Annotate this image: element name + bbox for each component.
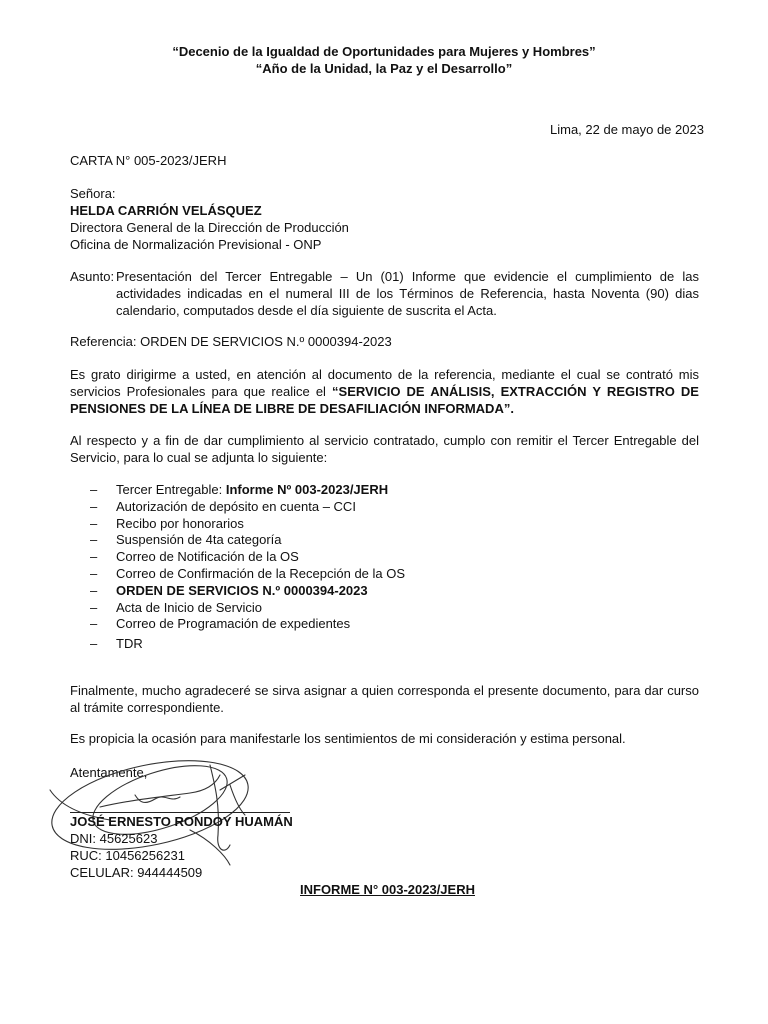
signer-dni: DNI: 45625623 [70,831,158,846]
list-item-text: TDR [116,636,143,652]
list-item [90,516,405,533]
paragraph-intro [70,366,699,417]
list-item [90,636,405,653]
paragraph-attachments-intro: Al respecto y a fin de dar cumplimiento al servicio contratado, cumplo con remitir el Tercer Entregable del Servicio, para lo cual se adjunta lo siguiente: [70,433,699,465]
list-item [90,566,405,583]
list-item [90,600,405,617]
list-item [90,583,405,600]
list-item [90,532,405,549]
paragraph-intro-text: Es grato dirigirme a usted, en atención al documento de la referencia, mediante el cual se contrató mis servicios Profesionales para que realice el [70,367,699,399]
list-item-text: ORDEN DE SERVICIOS N.º 0000394-2023 [116,582,368,598]
reference-line: Referencia: ORDEN DE SERVICIOS N.º 0000394-2023 [70,334,392,349]
list-item [90,499,405,516]
subject-label: Asunto: [70,269,115,284]
paragraph-regards: Es propicia la ocasión para manifestarle los sentimientos de mi consideración y estima personal. [70,731,626,746]
letter-number: CARTA N° 005-2023/JERH [70,153,227,168]
list-dash: – [90,515,98,531]
letter-date: Lima, 22 de mayo de 2023 [550,122,704,137]
header-decade-line: “Decenio de la Igualdad de Oportunidades para Mujeres y Hombres” [172,44,596,59]
recipient-position: Directora General de la Dirección de Producción [70,220,349,235]
list-dash: – [90,616,98,632]
list-item-text: Autorización de depósito en cuenta – CCI [116,498,356,514]
list-dash: – [90,636,98,652]
list-item-text: Tercer Entregable: [116,482,226,497]
recipient-office: Oficina de Normalización Previsional - ONP [70,237,322,252]
signer-name: JOSÉ ERNESTO RONDOY HUAMÁN [70,814,293,829]
list-dash: – [90,498,98,514]
list-item-text: Correo de Programación de expedientes [116,616,351,632]
attachments-list [90,482,405,653]
service-name: “SERVICIO DE ANÁLISIS, EXTRACCIÓN Y REGISTRO DE PENSIONES DE LA LÍNEA DE LIBRE DE DESAFILIACIÓN INFORMADA”. [70,384,699,416]
closing-salutation: Atentamente, [70,765,148,780]
list-dash: – [90,549,98,565]
subject-text: Presentación del Tercer Entregable – Un (01) Informe que evidencie el cumplimiento de las actividades indicadas en el numeral III de los Términos de Referencia, hasta Noventa (90) dias calendario, computados desde el día siguiente de suscrita el Acta. [116,269,699,318]
header-year-line: “Año de la Unidad, la Paz y el Desarrollo” [255,61,513,76]
list-item-text: Correo de Notificación de la OS [116,549,299,565]
list-dash: – [90,482,98,497]
list-dash: – [90,565,98,581]
list-item [90,616,405,633]
list-item-text: Recibo por honorarios [116,515,244,531]
report-title: INFORME N° 003-2023/JERH [300,882,475,897]
list-dash: – [90,582,98,598]
list-dash: – [90,599,98,615]
list-item [90,482,405,499]
signer-ruc: RUC: 10456256231 [70,848,185,863]
paragraph-closing-request: Finalmente, mucho agradeceré se sirva asignar a quien corresponda el presente documento, para dar curso al trámite correspondiente. [70,683,699,715]
list-item-text: Suspensión de 4ta categoría [116,532,282,548]
signer-phone: CELULAR: 944444509 [70,865,203,880]
list-item-text: Correo de Confirmación de la Recepción de la OS [116,565,406,581]
signature-line [70,812,290,813]
recipient-name: HELDA CARRIÓN VELÁSQUEZ [70,203,262,218]
list-dash: – [90,532,98,548]
list-item-text: Acta de Inicio de Servicio [116,599,262,615]
recipient-salutation: Señora: [70,186,116,201]
list-item-bold: Informe Nº 003-2023/JERH [225,482,389,497]
list-item [90,549,405,566]
